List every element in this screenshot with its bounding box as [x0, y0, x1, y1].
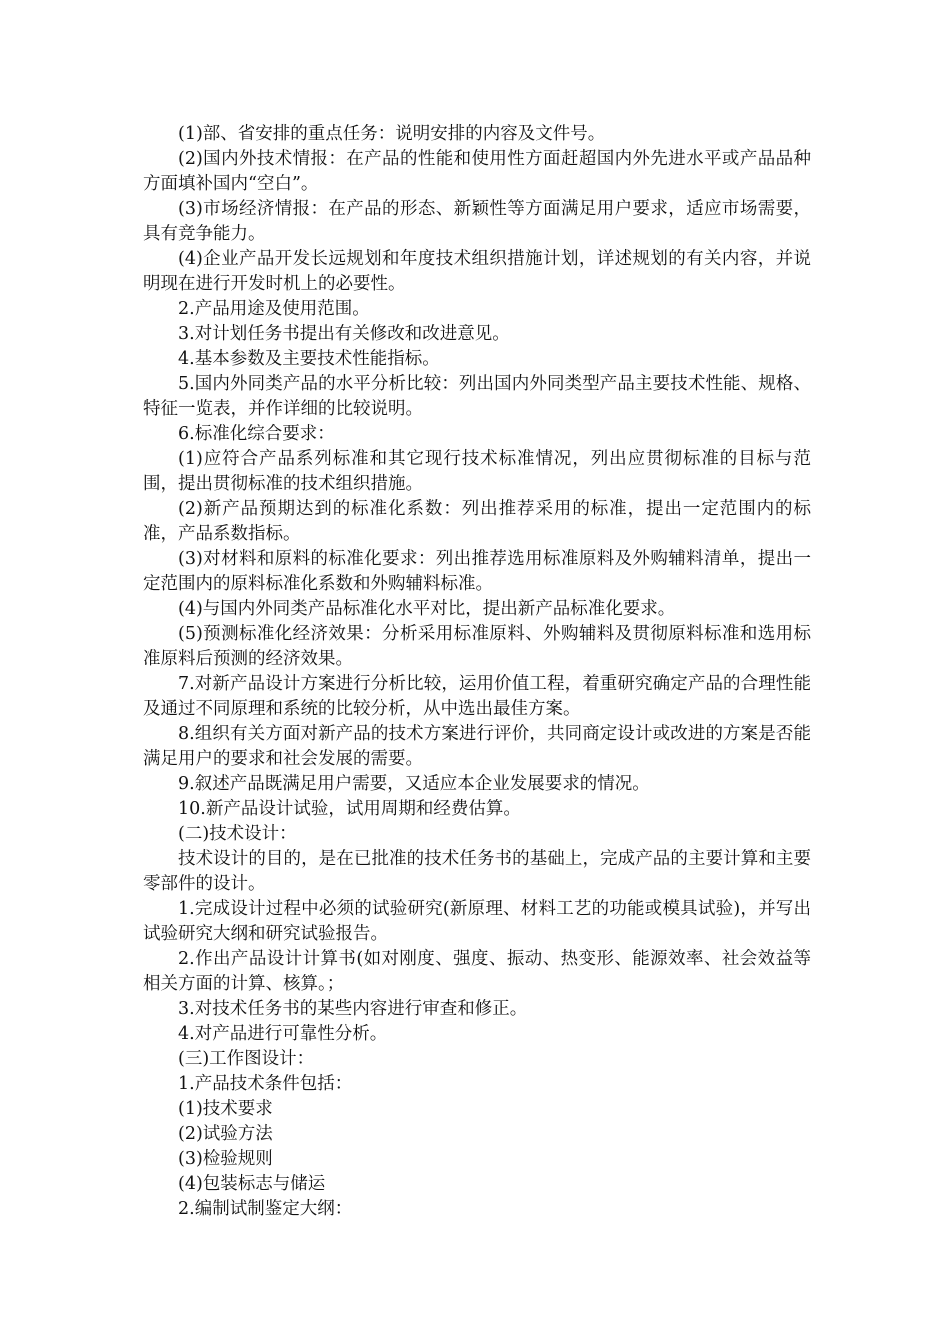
- paragraph: 1.产品技术条件包括：: [178, 1074, 353, 1094]
- paragraph: 10.新产品设计试验，试用周期和经费估算。: [178, 799, 521, 819]
- paragraph: (2)新产品预期达到的标准化系数：列出推荐采用的标准，提出一定范围内的标准，产品系数指标。: [143, 499, 811, 544]
- list-item: (4)包装标志与储运: [178, 1174, 326, 1194]
- paragraph: (1)部、省安排的重点任务：说明安排的内容及文件号。: [178, 124, 606, 144]
- paragraph: 7.对新产品设计方案进行分析比较，运用价值工程，着重研究确定产品的合理性能及通过不同原理和系统的比较分析，从中选出最佳方案。: [143, 674, 811, 719]
- paragraph: 4.基本参数及主要技术性能指标。: [178, 349, 440, 369]
- paragraph: 8.组织有关方面对新产品的技术方案进行评价，共同商定设计或改进的方案是否能满足用户的要求和社会发展的需要。: [143, 724, 811, 769]
- paragraph: 6.标准化综合要求：: [178, 424, 335, 444]
- paragraph: 2.编制试制鉴定大纲：: [178, 1199, 353, 1219]
- paragraph: 2.产品用途及使用范围。: [178, 299, 370, 319]
- paragraph: 5.国内外同类产品的水平分析比较：列出国内外同类型产品主要技术性能、规格、特征一览表，并作详细的比较说明。: [143, 374, 811, 419]
- paragraph: 3.对计划任务书提出有关修改和改进意见。: [178, 324, 510, 344]
- paragraph: (5)预测标准化经济效果：分析采用标准原料、外购辅料及贯彻原料标准和选用标准原料后预测的经济效果。: [143, 624, 811, 669]
- list-item: (1)技术要求: [178, 1099, 273, 1119]
- paragraph: (2)国内外技术情报：在产品的性能和使用性方面赶超国内外先进水平或产品品种方面填补国内“空白”。: [143, 149, 811, 194]
- paragraph: (3)对材料和原料的标准化要求：列出推荐选用标准原料及外购辅料清单，提出一定范围内的原料标准化系数和外购辅料标准。: [143, 549, 811, 594]
- section-heading: (二)技术设计：: [178, 824, 297, 844]
- paragraph: 9.叙述产品既满足用户需要，又适应本企业发展要求的情况。: [178, 774, 650, 794]
- paragraph: (4)企业产品开发长远规划和年度技术组织措施计划，详述规划的有关内容，并说明现在进行开发时机上的必要性。: [143, 249, 811, 294]
- paragraph: 3.对技术任务书的某些内容进行审查和修正。: [178, 999, 528, 1019]
- list-item: (2)试验方法: [178, 1124, 273, 1144]
- paragraph: 1.完成设计过程中必须的试验研究(新原理、材料工艺的功能或模具试验)，并写出试验研究大纲和研究试验报告。: [143, 899, 811, 944]
- paragraph: 技术设计的目的，是在已批准的技术任务书的基础上，完成产品的主要计算和主要零部件的设计。: [143, 849, 811, 894]
- document-body: [143, 122, 811, 1222]
- paragraph: 4.对产品进行可靠性分析。: [178, 1024, 388, 1044]
- list-item: (3)检验规则: [178, 1149, 273, 1169]
- paragraph: (1)应符合产品系列标准和其它现行技术标准情况，列出应贯彻标准的目标与范围，提出贯彻标准的技术组织措施。: [143, 449, 811, 494]
- paragraph: (4)与国内外同类产品标准化水平对比，提出新产品标准化要求。: [178, 599, 676, 619]
- paragraph: (3)市场经济情报：在产品的形态、新颖性等方面满足用户要求，适应市场需要，具有竞争能力。: [143, 199, 811, 244]
- paragraph: 2.作出产品设计计算书(如对刚度、强度、振动、热变形、能源效率、社会效益等相关方面的计算、核算。；: [143, 949, 811, 994]
- section-heading: (三)工作图设计：: [178, 1049, 315, 1069]
